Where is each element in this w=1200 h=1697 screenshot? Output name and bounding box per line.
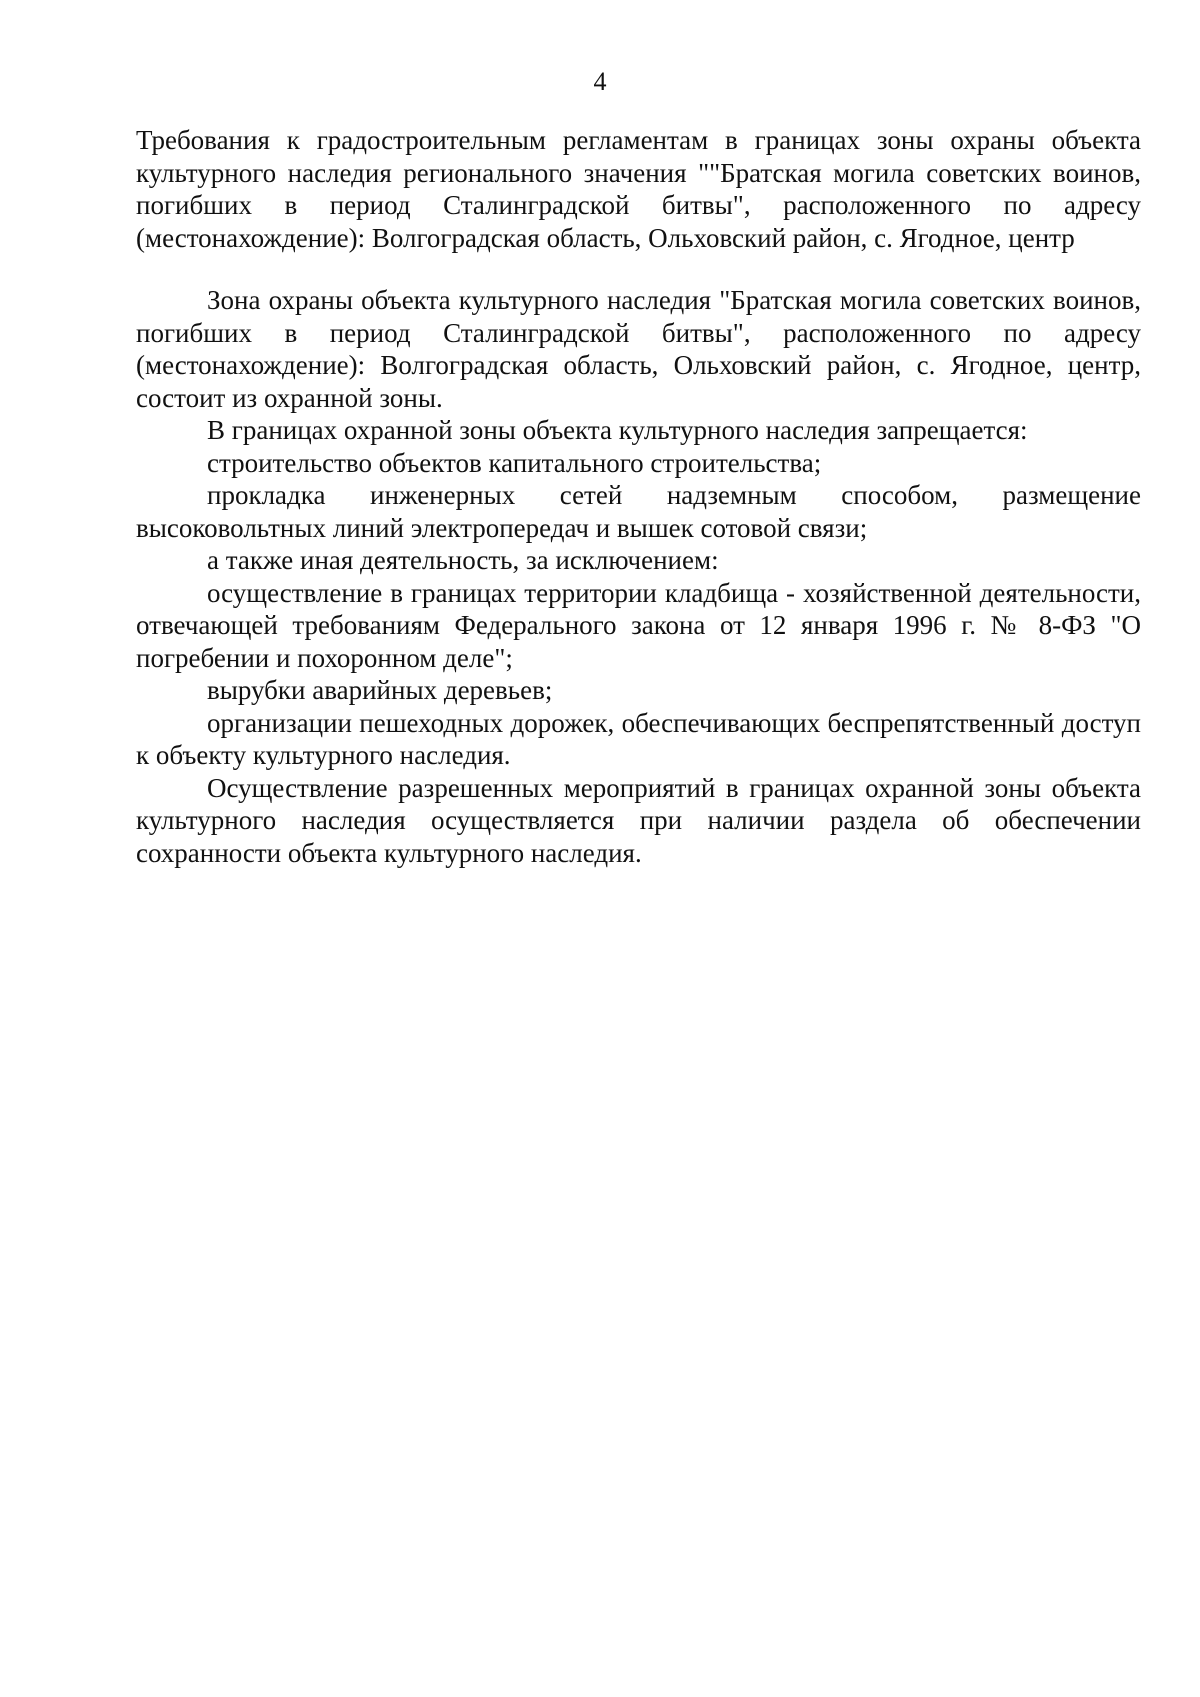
paragraph-cemetery-exception: осуществление в границах территории кладбища - хозяйственной деятельности, отвечающей требованиям Федерального закона от 12 января 1996 г. № 8-ФЗ "О погребении и похоронном деле"; — [136, 577, 1141, 673]
paragraph-prohibitions-intro: В границах охранной зоны объекта культурного наследия запрещается: — [207, 415, 1028, 445]
page-number: 4 — [593, 67, 607, 96]
paragraph-other-activity: а также иная деятельность, за исключением: — [207, 545, 719, 575]
paragraph-engineering-networks: прокладка инженерных сетей надземным способом, размещение высоковольтных линий электропередач и вышек сотовой связи; — [136, 480, 1141, 543]
paragraph-permitted-measures: Осуществление разрешенных мероприятий в границах охранной зоны объекта культурного наследия осуществляется при наличии раздела об обеспечении сохранности объекта культурного наследия. — [136, 772, 1141, 868]
paragraph-zone-composition: Зона охраны объекта культурного наследия "Братская могила советских воинов, погибших в период Сталинградской битвы", расположенного по адресу (местонахождение): Волгоградская область, Ольховский район, с. Ягодное, центр, состоит из охранной зоны. — [136, 285, 1141, 413]
document-body — [136, 124, 1141, 869]
paragraph-capital-construction: строительство объектов капитального строительства; — [207, 447, 822, 478]
paragraph-footpaths: организации пешеходных дорожек, обеспечивающих беспрепятственный доступ к объекту культурного наследия. — [136, 707, 1141, 770]
section-heading: Требования к градостроительным регламентам в границах зоны охраны объекта культурного наследия регионального значения ""Братская могила советских воинов, погибших в период Сталинградской битвы", расположенного по адресу (местонахождение): Волгоградская область, Ольховский район, с. Ягодное, центр — [136, 125, 1141, 253]
paragraph-tree-felling: вырубки аварийных деревьев; — [207, 675, 553, 705]
